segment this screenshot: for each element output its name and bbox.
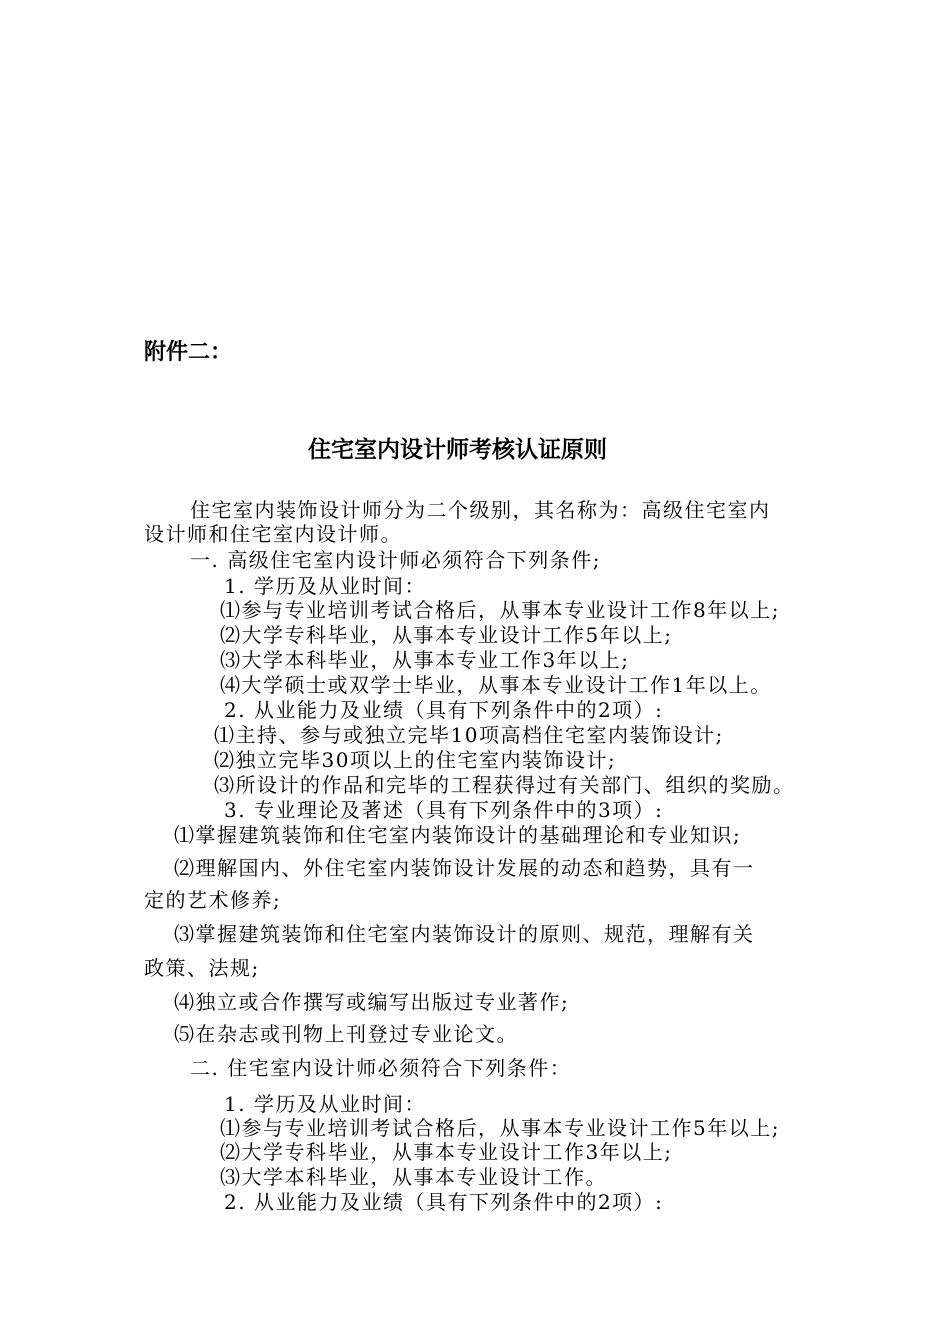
section-2-item-1-heading: 1. 学历及从业时间： [224,1092,426,1116]
section-1-item-3-line-7: ⑸在杂志或刊物上刊登过专业论文。 [174,1022,518,1046]
section-1-item-1-heading: 1. 学历及从业时间： [224,574,426,598]
section-1-item-3-line-3: 定的艺术修养; [144,888,282,912]
section-2-item-2-heading: 2. 从业能力及业绩（具有下列条件中的2项）: [224,1190,664,1214]
section-2-item-1-line-1: ⑴参与专业培训考试合格后，从事本专业设计工作5年以上; [220,1116,780,1140]
section-2-item-1-line-3: ⑶大学本科毕业，从事本专业设计工作。 [220,1165,607,1189]
section-1-item-2-heading: 2. 从业能力及业绩（具有下列条件中的2项）: [224,698,664,722]
intro-line-2: 设计师和住宅室内设计师。 [144,522,402,546]
section-1-item-2-line-1: ⑴主持、参与或独立完毕10项高档住宅室内装饰设计; [214,723,724,747]
document-title: 住宅室内设计师考核认证原则 [308,437,607,463]
section-1-item-2-line-2: ⑵独立完毕30项以上的住宅室内装饰设计; [214,748,617,772]
section-1-item-1-line-1: ⑴参与专业培训考试合格后，从事本专业设计工作8年以上; [220,598,780,622]
section-1-item-3-line-2: ⑵理解国内、外住宅室内装饰设计发展的动态和趋势，具有一 [174,856,755,880]
section-1-item-1-line-2: ⑵大学专科毕业，从事本专业设计工作5年以上; [220,623,673,647]
section-1-item-1-line-4: ⑷大学硕士或双学士毕业，从事本专业设计工作1年以上。 [220,673,772,697]
attachment-label: 附件二： [144,340,233,365]
section-1-heading: 一. 高级住宅室内设计师必须符合下列条件; [190,548,601,572]
section-2-heading: 二. 住宅室内设计师必须符合下列条件： [190,1056,572,1080]
section-1-item-3-heading: 3. 专业理论及著述（具有下列条件中的3项）: [224,798,664,822]
section-1-item-3-line-6: ⑷独立或合作撰写或编写出版过专业著作; [174,990,570,1014]
intro-line-1: 住宅室内装饰设计师分为二个级别，其名称为：高级住宅室内 [190,498,771,522]
section-1-item-1-line-3: ⑶大学本科毕业，从事本专业工作3年以上; [220,648,630,672]
section-1-item-3-line-1: ⑴掌握建筑装饰和住宅室内装饰设计的基础理论和专业知识; [174,823,742,847]
section-1-item-2-line-3: ⑶所设计的作品和完毕的工程获得过有关部门、组织的奖励。 [214,773,795,797]
section-1-item-3-line-4: ⑶掌握建筑装饰和住宅室内装饰设计的原则、规范，理解有关 [174,922,755,946]
section-2-item-1-line-2: ⑵大学专科毕业，从事本专业设计工作3年以上; [220,1140,673,1164]
section-1-item-3-line-5: 政策、法规; [144,956,260,980]
